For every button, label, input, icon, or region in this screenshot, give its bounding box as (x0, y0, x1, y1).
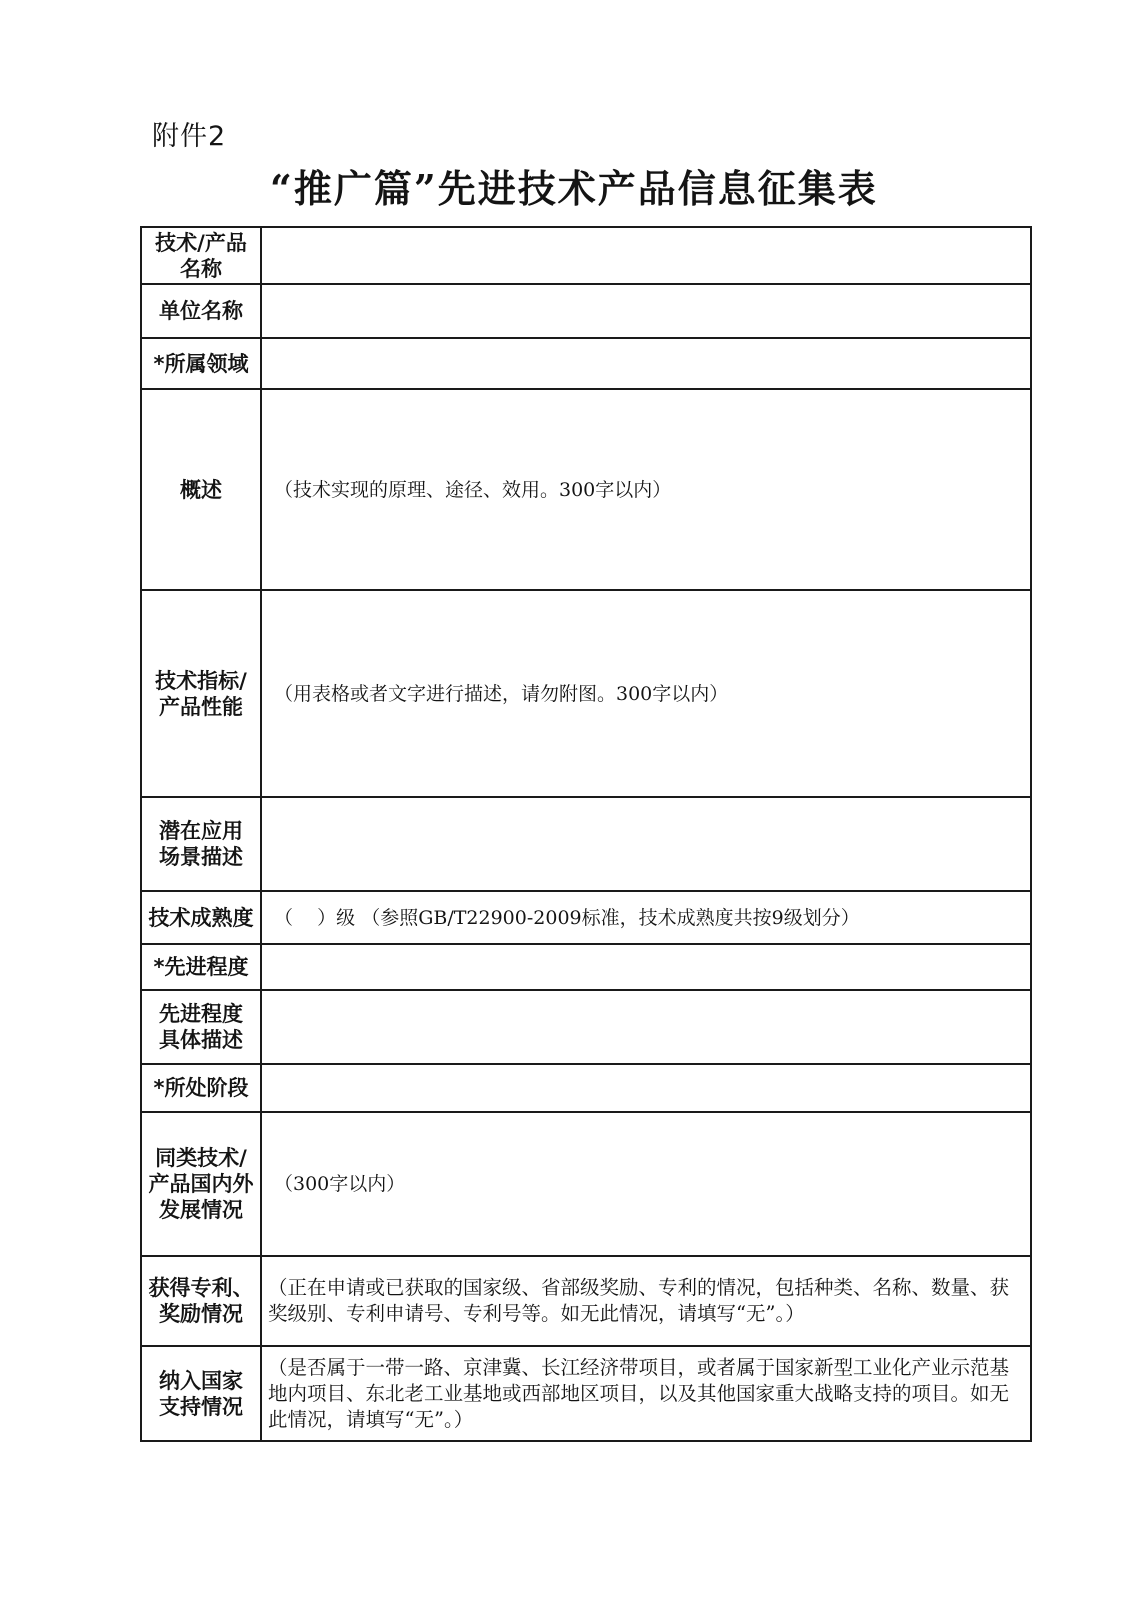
label-text: 先进程度 具体描述 (159, 1002, 243, 1052)
label-text: 纳入国家 支持情况 (159, 1368, 243, 1419)
label-text: *先进程度 (153, 955, 249, 979)
label-national-support (141, 1346, 261, 1441)
field-tech-indicators[interactable] (261, 590, 1031, 797)
label-text: 潜在应用 场景描述 (159, 819, 243, 869)
label-text: *所属领域 (153, 351, 249, 376)
label-application-scenario (141, 797, 261, 891)
hint-text: （是否属于一带一路、京津冀、长江经济带项目，或者属于国家新型工业化产业示范基地内项目、东北老工业基地或西部地区项目，以及其他国家重大战略支持的项目。如无此情况，请填写“无”。） (268, 1355, 1010, 1431)
table-row-field (141, 338, 1031, 389)
table-row-national-support (141, 1346, 1031, 1441)
attachment-label: 附件2 (152, 121, 227, 152)
table-row-maturity (141, 891, 1031, 944)
field-overview[interactable] (261, 389, 1031, 590)
field-patents-awards[interactable] (261, 1256, 1031, 1346)
label-text: 同类技术/ 产品国内外 发展情况 (148, 1146, 254, 1222)
hint-text: （ ）级 （参照GB/T22900-2009标准，技术成熟度共按9级划分） (274, 906, 860, 929)
label-text: 获得专利、 奖励情况 (148, 1276, 254, 1326)
table-row-stage (141, 1064, 1031, 1112)
field-org-name[interactable] (261, 284, 1031, 338)
label-overview (141, 389, 261, 590)
info-collection-table (140, 226, 1032, 1442)
field-application-scenario[interactable] (261, 797, 1031, 891)
label-advancement-description (141, 990, 261, 1064)
table-row-tech-name (141, 227, 1031, 284)
label-current-stage (141, 1064, 261, 1112)
field-tech-product-name[interactable] (261, 227, 1031, 284)
field-national-support[interactable] (261, 1346, 1031, 1441)
table-row-org-name (141, 284, 1031, 338)
field-current-stage[interactable] (261, 1064, 1031, 1112)
hint-text: （正在申请或已获取的国家级、省部级奖励、专利的情况，包括种类、名称、数量、获奖级别、专利申请号、专利号等。如无此情况，请填写“无”。） (268, 1276, 1010, 1325)
label-tech-indicators (141, 590, 261, 797)
label-tech-product-name (141, 227, 261, 284)
label-text: 技术/产品 名称 (155, 230, 247, 281)
label-similar-tech-development (141, 1112, 261, 1256)
table-row-similar-tech (141, 1112, 1031, 1256)
label-text: 概述 (180, 477, 222, 502)
field-similar-tech-development[interactable] (261, 1112, 1031, 1256)
label-text: *所处阶段 (153, 1076, 249, 1100)
table-row-patents (141, 1256, 1031, 1346)
label-tech-maturity (141, 891, 261, 944)
field-field[interactable] (261, 338, 1031, 389)
label-text: 单位名称 (159, 299, 243, 323)
form-title: “推广篇”先进技术产品信息征集表 (270, 166, 878, 211)
label-org-name (141, 284, 261, 338)
label-field (141, 338, 261, 389)
hint-text: （300字以内） (274, 1173, 406, 1195)
table-row-advancement (141, 944, 1031, 990)
table-row-application (141, 797, 1031, 891)
table-row-tech-indicators (141, 590, 1031, 797)
label-patents-awards (141, 1256, 261, 1346)
label-advancement-level (141, 944, 261, 990)
field-tech-maturity[interactable] (261, 891, 1031, 944)
hint-text: （技术实现的原理、途径、效用。300字以内） (274, 478, 672, 501)
label-text: 技术指标/ 产品性能 (155, 668, 247, 719)
field-advancement-level[interactable] (261, 944, 1031, 990)
table-row-advancement-desc (141, 990, 1031, 1064)
table-row-overview (141, 389, 1031, 590)
hint-text: （用表格或者文字进行描述，请勿附图。300字以内） (274, 682, 729, 705)
field-advancement-description[interactable] (261, 990, 1031, 1064)
label-text: 技术成熟度 (148, 905, 254, 930)
